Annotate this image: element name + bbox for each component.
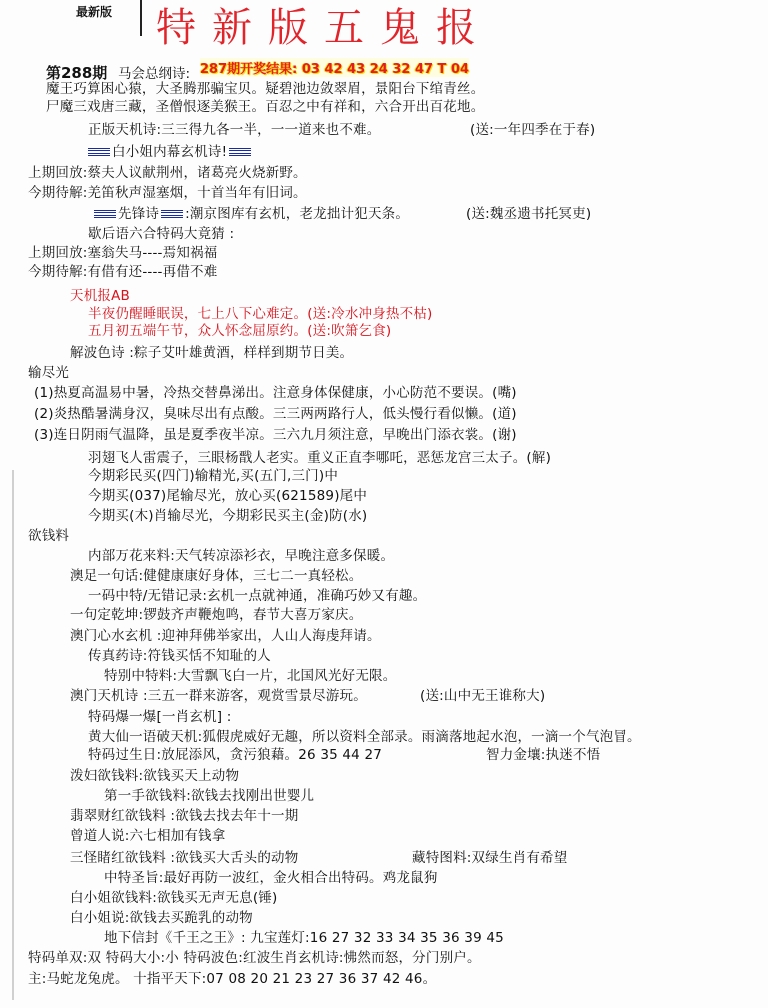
poem-line: 尸魔三戏唐三藏，圣僧恨逐美猴王。百忍之中有祥和，六合开出百花地。: [46, 99, 485, 115]
double-bar-icon: [94, 210, 116, 218]
text-line: 今期彩民买(四门)输精光,买(五门,三门)中: [88, 468, 339, 484]
text-line: 一码中特/无错记录:玄机一点就神通，准确巧妙又有趣。: [88, 588, 427, 604]
text-line: 歇后语六合特码大竟猜 :: [88, 226, 235, 242]
text-line: 澳足一句话:健健康康好身体，三七二一真轻松。: [70, 568, 363, 584]
double-bar-icon: [88, 148, 110, 156]
text-line: 澳门心水玄机 :迎神拜佛举家出，人山人海虔拜请。: [70, 628, 381, 644]
text-line: 今期待解:羌笛秋声湿塞烟，十首当年有旧词。: [28, 185, 307, 201]
text-line: 黄大仙一语破天机:狐假虎威好无趣，所以资料全部录。雨滴落地起水泡，一滴一个气泡冒。: [88, 729, 641, 745]
text-line: 今期待解:有借有还----再借不难: [28, 264, 218, 280]
double-bar-icon: [161, 210, 183, 218]
text-line: (送:魏丞遗书托冥吏): [466, 206, 592, 222]
text-line: (3)连日阴雨气温降，虽是夏季夜半凉。三六九月须注意，早晚出门添衣裳。(谢): [34, 427, 517, 443]
text-line: 内部万花来料:天气转凉添衫衣，早晚注意多保暖。: [88, 548, 395, 564]
edition-tag: 最新版: [76, 5, 113, 19]
text-line: 特别中特料:大雪飘飞白一片，北国风光好无限。: [104, 668, 397, 684]
left-edge-line: [12, 470, 14, 1000]
text-line: 解波色诗 :粽子艾叶雄黄酒，样样到期节日美。: [70, 345, 354, 361]
lottery-result: 287期开奖结果: 03 42 43 24 32 47 T 04: [200, 58, 469, 77]
poem-line: 魔王巧算困心猿，大圣腾那骗宝贝。疑碧池边敛翠眉，景阳台下绾青丝。: [46, 81, 485, 97]
text-line: 先锋诗 :潮京图库有玄机，老龙拙计犯天条。: [92, 205, 409, 223]
section-heading: 欲钱料: [28, 528, 70, 544]
text-line: (2)炎热酷暑满身汉，臭味尽出有点酸。三三两两路行人，低头慢行看似懒。(道): [34, 406, 517, 422]
text-line: 今期买(037)尾输尽光，放心买(621589)尾中: [88, 488, 368, 504]
text-line: 白小姐欲钱料:欲钱买无声无息(锤): [70, 890, 278, 906]
text-line: 特码单双:双 特码大小:小 特码波色:红波生肖玄机诗:怫然而怒，分门别户。: [28, 950, 481, 966]
section-heading: 输尽光: [28, 365, 70, 381]
text-line: 主:马蛇龙兔虎。 十指平天下:07 08 20 21 23 27 36 37 42 46。: [28, 971, 437, 987]
text-line: 上期回放:蔡夫人议献荆州，诸葛亮火烧新野。: [28, 165, 307, 181]
text-line: 一句定乾坤:锣鼓齐声鞭炮鸣，春节大喜万家庆。: [70, 607, 363, 623]
text-line: 正版天机诗:三三得九各一半，一一道来也不难。: [88, 122, 381, 138]
text-line: (送:山中无王谁称大): [420, 688, 546, 704]
text-line: 地下信封《千王之王》: 九宝莲灯:16 27 32 33 34 35 36 39 45: [104, 930, 504, 946]
section-heading: 白小姐内幕玄机诗!: [86, 143, 253, 161]
text-line: 三怪睹红欲钱料 :欲钱买大舌头的动物: [70, 850, 299, 866]
text-line: 曾道人说:六七相加有钱拿: [70, 828, 226, 844]
text-line: 藏特图料:双绿生肖有希望: [412, 850, 568, 866]
text-line: 智力金壤:执迷不悟: [486, 747, 601, 763]
issue-number: 第288期: [46, 64, 108, 82]
section-heading-red: 天机报AB: [70, 288, 130, 304]
text-line: 第一手欲钱料:欲钱去找刚出世婴儿: [104, 788, 315, 804]
text-line: (1)热夏高温易中暑，冷热交替鼻涕出。注意身体保健康，小心防范不要误。(嘴): [34, 385, 517, 401]
text-line: 今期买(木)肖输尽光，今期彩民买主(金)防(水): [88, 508, 368, 524]
text-line: 传真药诗:符钱买恬不知耻的人: [88, 648, 271, 664]
text-line: 羽翅飞人雷震子，三眼杨戬人老实。重义正直李哪吒，恶惩龙宫三太子。(解): [88, 450, 552, 466]
text-line: 白小姐说:欲钱去买跪乳的动物: [70, 910, 253, 926]
double-bar-icon: [229, 148, 251, 156]
text-line: (送:一年四季在于春): [470, 122, 596, 138]
text-line: 翡翠财红欲钱料 :欲钱去找去年十一期: [70, 808, 299, 824]
red-line: 五月初五端午节，众人怀念屈原约。(送:吹箫乞食): [88, 323, 392, 339]
text-line: 上期回放:塞翁失马----焉知祸福: [28, 245, 218, 261]
issue-label: 马会总纲诗:: [118, 66, 191, 82]
text-line: 中特圣旨:最好再防一波红，金火相合出特码。鸡龙鼠狗: [104, 870, 438, 886]
main-title: 特新版五鬼报: [156, 5, 492, 51]
text-line: 澳门天机诗 :三五一群来游客，观赏雪景尽游玩。: [70, 688, 367, 704]
title-divider: [140, 0, 142, 36]
text-line: 特码爆一爆[一肖玄机] :: [88, 709, 232, 725]
text-line: 特码过生日:放屁添风，贪污狼藉。26 35 44 27: [88, 747, 383, 763]
red-line: 半夜仍醒睡眠误，七上八下心难定。(送:冷水冲身热不枯): [88, 306, 433, 322]
text-line: 泼妇欲钱料:欲钱买天上动物: [70, 768, 240, 784]
